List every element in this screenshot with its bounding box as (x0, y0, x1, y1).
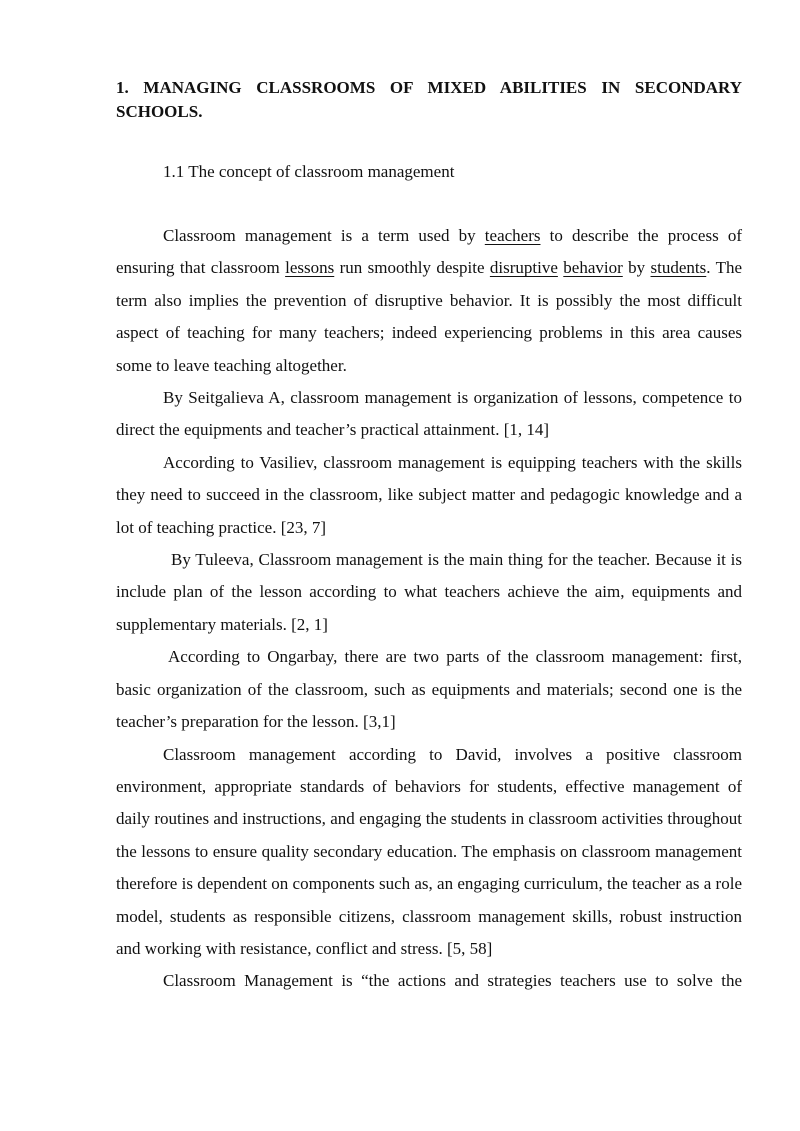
paragraph-text: by (622, 258, 651, 278)
link-students[interactable]: students (650, 258, 707, 278)
paragraph-tuleeva: By Tuleeva, Classroom management is the main thing for the teacher. Because it is include plan of the lesson according to what teachers achieve the aim, equipments and supplementary materials. [2, 1] (116, 550, 742, 634)
body-text (116, 220, 742, 998)
paragraph-ongarbay: According to Ongarbay, there are two parts of the classroom management: first, basic organization of the classroom, such as equipments and materials; second one is the teacher’s preparation for the lesson. [3,1] (116, 647, 742, 732)
paragraph-seitgalieva: By Seitgalieva A, classroom management is organization of lessons, competence to direct the equipments and teacher’s practical attainment. [1, 14] (116, 388, 742, 440)
link-teachers[interactable]: teachers (484, 226, 541, 245)
paragraph-text: . The term also implies the prevention of disruptive behavior. It is possibly the most difficult aspect of teaching for many teachers; indeed experiencing problems in this area causes some to leave teaching altogether. (116, 258, 743, 375)
paragraph-definition (116, 220, 742, 382)
paragraph-text: to describe the process of ensuring that classroom (116, 226, 742, 278)
paragraph-david: Classroom management according to David, involves a positive classroom environment, appropriate standards of behaviors for students, effective management of daily routines and instructions, and engaging the students in classroom activities throughout the lessons to ensure quality secondary education. The emphasis on classroom management therefore is dependent on components such as, an engaging curriculum, the teacher as a role model, students as responsible citizens, classroom management skills, robust instruction and working with resistance, conflict and stress. [5, 58] (116, 744, 742, 958)
section-subheading: 1.1 The concept of classroom management (163, 162, 455, 181)
link-disruptive[interactable]: disruptive (489, 258, 558, 278)
paragraph-classroom-management: Classroom Management is “the actions and strategies teachers use to solve the (163, 971, 742, 991)
chapter-heading: 1. MANAGING CLASSROOMS OF MIXED ABILITIES IN SECONDARY SCHOOLS. (116, 78, 742, 121)
paragraph-text: run smoothly despite (334, 258, 490, 278)
link-lessons[interactable]: lessons (285, 258, 335, 278)
paragraph-text: Classroom management is a term used by (163, 226, 485, 245)
link-behavior[interactable]: behavior (563, 258, 623, 278)
paragraph-vasiliev: According to Vasiliev, classroom management is equipping teachers with the skills they need to succeed in the classroom, like subject matter and pedagogic knowledge and a lot of teaching practice. [23, 7] (116, 452, 742, 537)
